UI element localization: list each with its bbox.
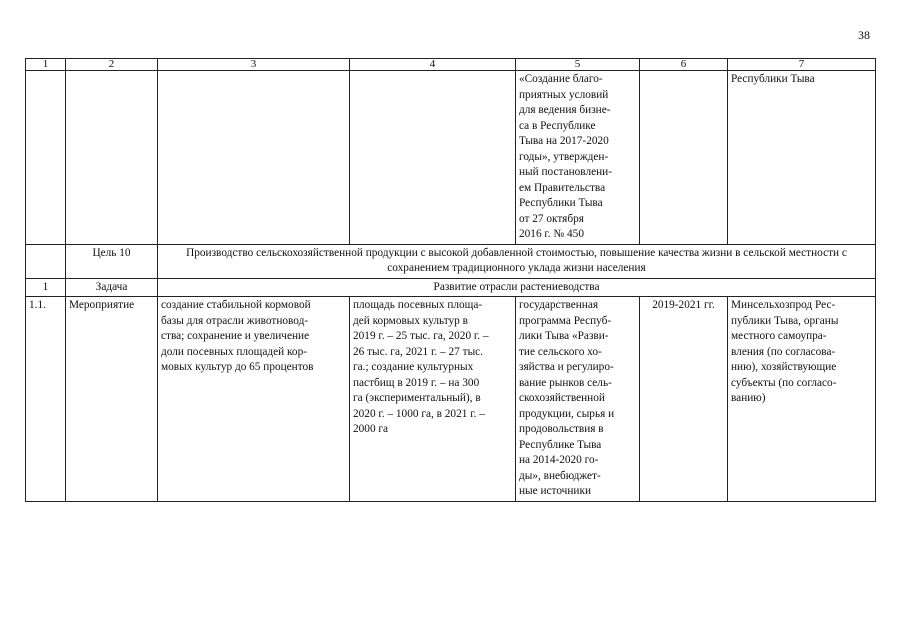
event-number: 1.1. [26,297,66,502]
column-number: 6 [640,59,728,71]
goal-label: Цель 10 [66,244,158,278]
event-content: создание стабильной кормовой базы для отрасли животновод- ства; сохранение и увеличение доли посевных площадей кор- мовых культур до 65 процентов [158,297,350,502]
cell-program: «Создание благо- приятных условий для ведения бизне- са в Республике Тыва на 2017-2020 годы», утвержден- ный постановлени- ем Правительства Республики Тыва от 27 октября 2016 г. № 450 [516,71,640,245]
column-number: 1 [26,59,66,71]
task-text: Развитие отрасли растениеводства [158,278,876,297]
column-number-row [26,59,876,71]
event-period: 2019-2021 гг. [640,297,728,502]
event-row [26,297,876,502]
event-label: Мероприятие [66,297,158,502]
cell-content [158,71,350,245]
column-number: 3 [158,59,350,71]
task-row [26,278,876,297]
cell-number [26,71,66,245]
cell-period [640,71,728,245]
goal-row [26,244,876,278]
task-number: 1 [26,278,66,297]
continued-row [26,71,876,245]
column-number: 4 [350,59,516,71]
column-number: 7 [728,59,876,71]
task-label: Задача [66,278,158,297]
cell-responsible: Республики Тыва [728,71,876,245]
plan-table [25,58,876,502]
event-responsible: Минсельхозпрод Рес- публики Тыва, органы местного самоупра- вления (по согласова- нию), хозяйствующие субъекты (по согласо- ванию) [728,297,876,502]
goal-text: Производство сельскохозяйственной продукции с высокой добавленной стоимостью, повышение качества жизни в сельской местности с сохранением традиционного уклада жизни населения [158,244,876,278]
column-number: 5 [516,59,640,71]
cell-type [66,71,158,245]
cell-indicator [350,71,516,245]
event-indicator: площадь посевных площа- дей кормовых культур в 2019 г. – 25 тыс. га, 2020 г. – 26 тыс. га, 2021 г. – 27 тыс. га.; создание культурных пастбищ в 2019 г. – на 300 га (экспериментальный), в 2020 г. – 1000 га, в 2021 г. – 2000 га [350,297,516,502]
page-number: 38 [858,28,870,42]
column-number: 2 [66,59,158,71]
event-program: государственная программа Респуб- лики Тыва «Разви- тие сельского хо- зяйства и регулиро- вание рынков сель- скохозяйственной продукции, сырья и продовольствия в Республике Тыва на 2014-2020 го- ды», внебюджет- ные источники [516,297,640,502]
